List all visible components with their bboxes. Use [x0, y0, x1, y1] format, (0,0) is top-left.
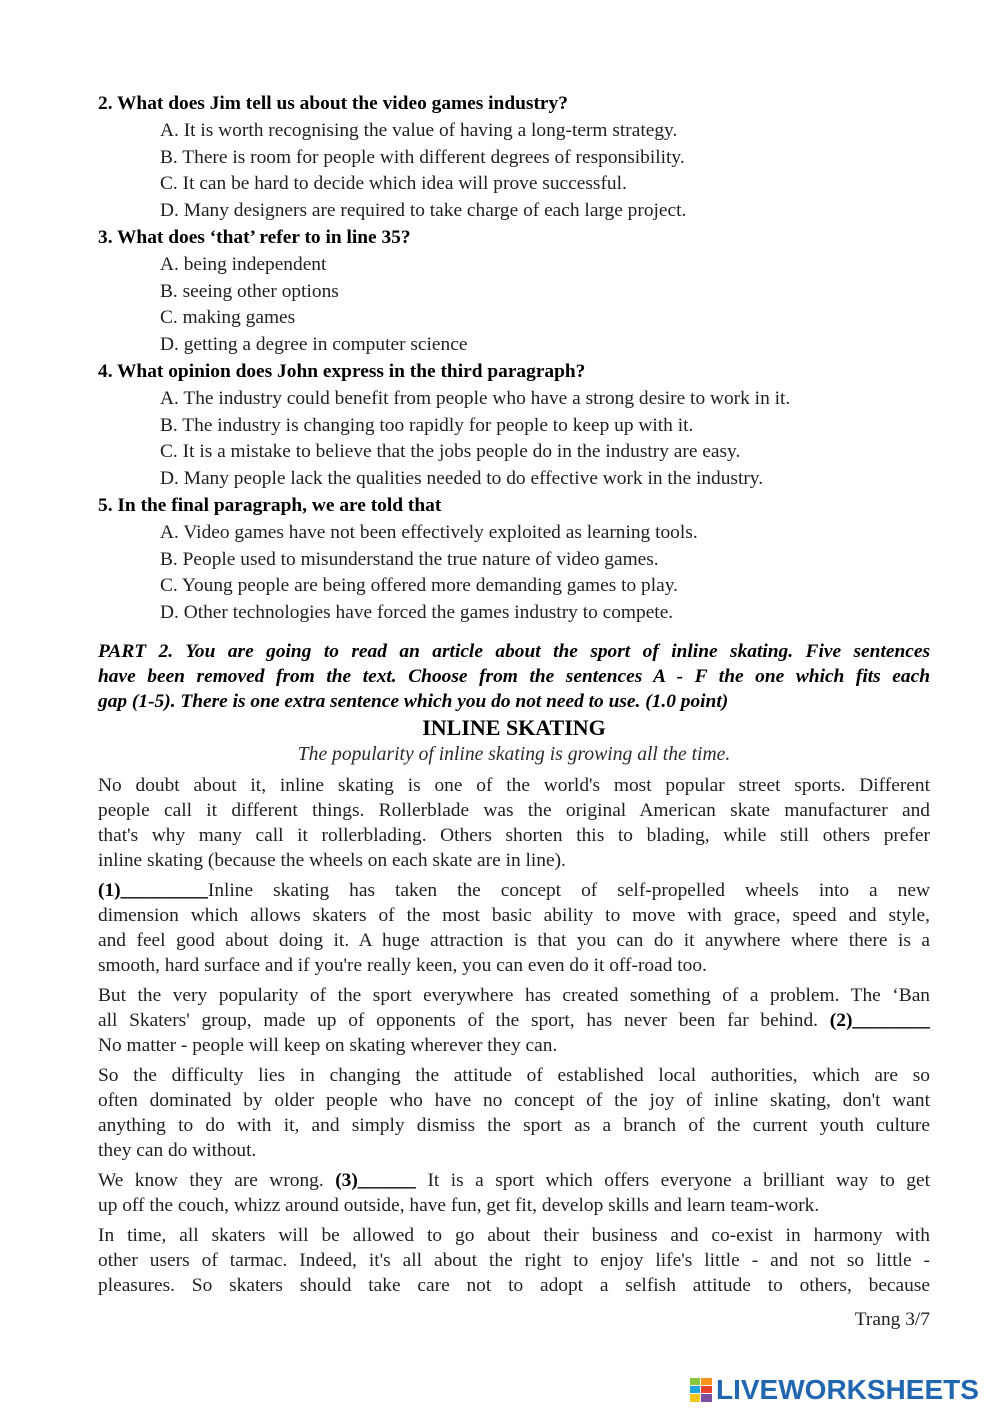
instruction-line: PART 2. You are going to read an article about the sport of inline skating. Five sentences: [98, 641, 930, 662]
question-text: 5. In the final paragraph, we are told that: [98, 494, 442, 516]
text-line: often dominated by older people who have no concept of the joy of inline skating, don't want: [98, 1090, 930, 1111]
option-c: C. making games: [160, 307, 296, 329]
text-line: and feel good about doing it. A huge attraction is that you can do it anywhere where there is a: [98, 930, 930, 951]
text-line: No matter - people will keep on skating wherever they can.: [98, 1035, 558, 1056]
article-title: INLINE SKATING: [422, 715, 606, 740]
text-line: smooth, hard surface and if you're really keen, you can even do it off-road too.: [98, 955, 707, 976]
text-line: that's why many call it rollerblading. Others shorten this to blading, while still others prefer: [98, 825, 930, 846]
instruction-line: have been removed from the text. Choose from the sentences A - F the one which fits each: [98, 666, 930, 687]
text-line: So the difficulty lies in changing the attitude of established local authorities, which are so: [98, 1065, 930, 1086]
text-line: pleasures. So skaters should take care not to adopt a selfish attitude to others, because: [98, 1275, 930, 1296]
option-a: A. It is worth recognising the value of having a long-term strategy.: [160, 119, 678, 141]
text-line: up off the couch, whizz around outside, have fun, get fit, develop skills and learn team-work.: [98, 1195, 820, 1216]
logo-text: LIVEWORKSHEETS: [716, 1374, 979, 1405]
option-a: A. being independent: [160, 253, 327, 275]
paragraph-4: [98, 1063, 930, 1163]
option-a: A. The industry could benefit from people who have a strong desire to work in it.: [160, 387, 791, 409]
question-text: 3. What does ‘that’ refer to in line 35?: [98, 226, 411, 248]
text-line: they can do without.: [98, 1140, 257, 1161]
line-text: all Skaters' group, made up of opponents of the sport, has never been far behind.: [98, 1010, 819, 1031]
question-text: 4. What opinion does John express in the third paragraph?: [98, 360, 586, 382]
option-a: A. Video games have not been effectively exploited as learning tools.: [160, 521, 698, 543]
text-line: dimension which allows skaters of the most basic ability to move with grace, speed and style,: [98, 905, 930, 926]
part-2-instructions: [98, 639, 930, 714]
text-line: inline skating (because the wheels on each skate are in line).: [98, 850, 566, 871]
paragraph-6: [98, 1223, 930, 1298]
text-line: other users of tarmac. Indeed, it's all about the right to enjoy life's little - and not so little -: [98, 1250, 930, 1271]
icon-block: [701, 1386, 712, 1393]
line-text: We know they are wrong.: [98, 1170, 324, 1191]
option-b: B. There is room for people with different degrees of responsibility.: [160, 146, 685, 168]
question-5: [98, 493, 930, 627]
question-3: [98, 225, 930, 359]
liveworksheets-blocks-icon: [690, 1378, 712, 1402]
line-text: It is a sport which offers everyone a brilliant way to get: [427, 1170, 930, 1191]
text-line: But the very popularity of the sport everywhere has created something of a problem. The ‘Ban: [98, 985, 930, 1006]
option-c: C. Young people are being offered more demanding games to play.: [160, 575, 679, 597]
icon-block: [701, 1394, 712, 1402]
option-d: D. Many designers are required to take charge of each large project.: [160, 200, 687, 222]
paragraph-5: [98, 1168, 930, 1218]
gap-2-blank: (2)________: [829, 1010, 930, 1031]
option-b: B. People used to misunderstand the true nature of video games.: [160, 548, 659, 570]
article-subtitle: The popularity of inline skating is growing all the time.: [297, 744, 731, 765]
option-d: D. Other technologies have forced the games industry to compete.: [160, 602, 674, 624]
option-c: C. It is a mistake to believe that the jobs people do in the industry are easy.: [160, 441, 741, 463]
text-line: No doubt about it, inline skating is one of the world's most popular street sports. Different: [98, 775, 930, 796]
paragraph-2: [98, 878, 930, 978]
paragraph-1: [98, 773, 930, 873]
line-text: Inline skating has taken the concept of self-propelled wheels into a new: [207, 880, 930, 901]
option-b: B. The industry is changing too rapidly for people to keep up with it.: [160, 414, 694, 436]
option-d: D. getting a degree in computer science: [160, 334, 468, 356]
question-2: [98, 91, 930, 225]
option-c: C. It can be hard to decide which idea will prove successful.: [160, 173, 627, 195]
page-number: Trang 3/7: [854, 1309, 930, 1330]
article: [98, 715, 930, 1298]
icon-block: [690, 1394, 700, 1402]
option-b: B. seeing other options: [160, 280, 339, 302]
reading-questions: [98, 91, 930, 627]
text-line: anything to do with it, and simply dismiss the sport as a branch of the current youth culture: [98, 1115, 930, 1136]
text-line: [98, 878, 930, 903]
text-line: In time, all skaters will be allowed to go about their business and co-exist in harmony with: [98, 1225, 930, 1246]
question-text: 2. What does Jim tell us about the video games industry?: [98, 93, 568, 114]
icon-block: [690, 1386, 700, 1393]
liveworksheets-logo: [690, 1374, 979, 1405]
gap-1-blank: (1)_________: [98, 880, 208, 901]
text-line: [98, 1168, 930, 1193]
icon-block: [701, 1378, 712, 1385]
instruction-line: gap (1-5). There is one extra sentence which you do not need to use. (1.0 point): [98, 691, 729, 712]
text-line: [98, 1008, 930, 1033]
paragraph-3: [98, 983, 930, 1058]
option-d: D. Many people lack the qualities needed to do effective work in the industry.: [160, 468, 764, 490]
gap-3-blank: (3)______: [335, 1170, 416, 1191]
icon-block: [690, 1378, 700, 1385]
question-4: [98, 359, 930, 493]
text-line: people call it different things. Rollerblade was the original American skate manufacturer and: [98, 800, 930, 821]
